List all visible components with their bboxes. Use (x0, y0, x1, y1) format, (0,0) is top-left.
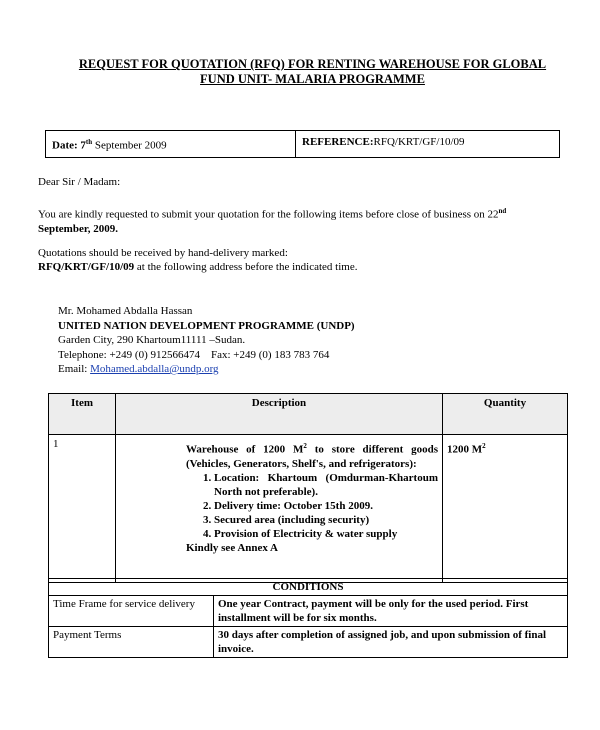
quantity-value: 1200 M (447, 443, 483, 456)
title-line-1: REQUEST FOR QUOTATION (RFQ) FOR RENTING WAREHOUSE FOR GLOBAL (78, 57, 547, 71)
date-label: Date: 7 (52, 139, 86, 152)
request-paragraph (38, 204, 558, 236)
document-title (40, 57, 585, 87)
list-item: 3. Secured area (including security) (214, 513, 438, 527)
delivery-paragraph (38, 246, 558, 274)
conditions-header-row (49, 579, 568, 596)
desc-intro-rest: to store different goods (Vehicles, Generators, Shelf's, and refrigerators): (186, 443, 438, 470)
request-date: September, 2009. (38, 222, 118, 235)
item-number: 1 (49, 435, 116, 583)
item-description (116, 435, 443, 583)
reference-value: RFQ/KRT/GF/10/09 (373, 136, 465, 148)
quantity-sup: 2 (482, 442, 486, 450)
request-sup: nd (498, 207, 507, 215)
header-quantity: Quantity (443, 394, 568, 435)
list-item: 2. Delivery time: October 15th 2009. (214, 499, 438, 513)
contact-org: UNITED NATION DEVELOPMENT PROGRAMME (UNDP) (58, 319, 355, 332)
contact-fax: Fax: +249 (0) 183 783 764 (211, 348, 330, 361)
annex-note: Kindly see Annex A (186, 541, 278, 554)
address-block (58, 304, 538, 377)
desc-intro (186, 439, 438, 471)
delivery-text: Quotations should be received by hand-delivery marked: (38, 247, 288, 259)
email-link[interactable]: Mohamed.abdalla@undp.org (90, 363, 219, 375)
contact-phone-fax (58, 348, 538, 363)
items-header-row (49, 394, 568, 435)
header-item: Item (49, 394, 116, 435)
list-item: 4. Provision of Electricity & water supply (214, 527, 438, 541)
desc-intro-text: Warehouse of 1200 M (186, 443, 304, 456)
conditions-table (48, 578, 568, 658)
list-item: 1. Location: Khartoum (Omdurman-Khartoum North not preferable). (214, 471, 438, 499)
items-table (48, 393, 568, 583)
desc-intro-sup: 2 (303, 442, 307, 450)
header-description: Description (116, 394, 443, 435)
date-sup: th (85, 138, 93, 146)
delivery-ref: RFQ/KRT/GF/10/09 (38, 261, 135, 273)
item-quantity (443, 435, 568, 583)
reference-cell (296, 131, 559, 157)
contact-phone: Telephone: +249 (0) 912566474 (58, 348, 200, 361)
condition-label: Time Frame for service delivery (49, 596, 214, 627)
table-row (49, 435, 568, 583)
condition-value: 30 days after completion of assigned job, and upon submission of final invoice. (214, 627, 568, 658)
contact-street: Garden City, 290 Khartoum11111 –Sudan. (58, 334, 246, 346)
table-row (49, 627, 568, 658)
contact-name: Mr. Mohamed Abdalla Hassan (58, 305, 193, 317)
request-text: You are kindly requested to submit your quotation for the following items before close of business on 22 (38, 208, 499, 221)
reference-label: REFERENCE: (302, 136, 374, 148)
contact-email-line (58, 362, 538, 377)
delivery-rest: at the following address before the indicated time. (134, 261, 358, 273)
salutation: Dear Sir / Madam: (38, 176, 121, 188)
desc-list (186, 471, 438, 541)
table-row (49, 596, 568, 627)
date-reference-box (45, 130, 560, 158)
date-cell (46, 131, 296, 157)
condition-value: One year Contract, payment will be only for the used period. First installment will be for six months. (214, 596, 568, 627)
email-label: Email: (58, 363, 91, 375)
condition-label: Payment Terms (49, 627, 214, 658)
title-line-2: FUND UNIT- MALARIA PROGRAMME (200, 72, 425, 86)
date-value: September 2009 (92, 139, 167, 152)
conditions-heading: CONDITIONS (49, 579, 568, 596)
